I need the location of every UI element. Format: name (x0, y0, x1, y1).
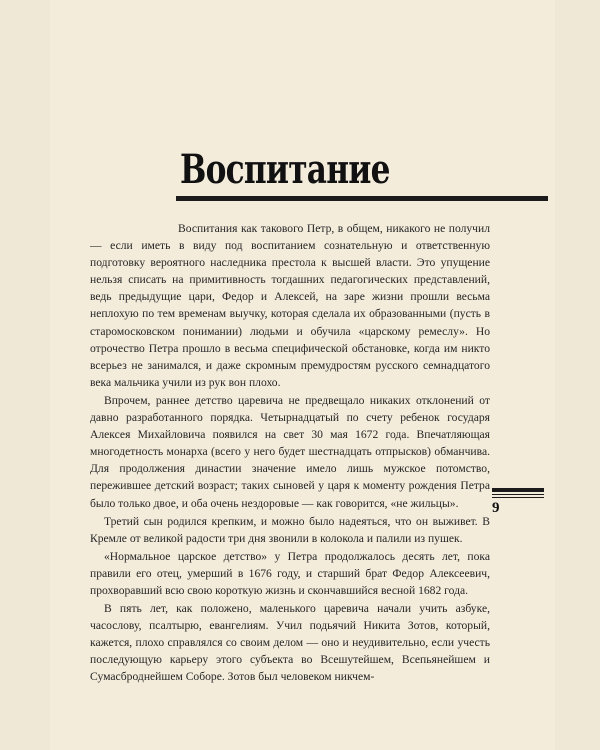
paragraph-3: Третий сын родился крепким, и можно было надеяться, что он выживет. В Кремле от великой радости три дня звонили в колокола и палили из пушек. (90, 514, 490, 545)
paragraph-4: «Нормальное царское детство» у Петра продолжалось десять лет, пока правили его отец, умерший в 1676 году, и старший брат Федор Алексеевич, прохворавший всю свою короткую жизнь и скончавшийся весной 1682 года. (90, 549, 490, 597)
page-number: 9 (492, 500, 500, 516)
paragraph-2: Впрочем, раннее детство царевича не предвещало никаких отклонений от давно разработанного порядка. Четырнадцатый по счету ребенок государя Алексея Михайловича появился на свет 30 мая 1672 года. Впечатляющая многодетность монарха (всего у него будет шестнадцать отпрысков) обманчива. Для продолжения династии значение имело лишь мужское потомство, пережившее детский возраст; таких сыновей у царя к моменту рождения Петра было только двое, и оба очень нездоровые — как говорится, «не жильцы». (90, 393, 490, 510)
title-rule (176, 196, 548, 201)
side-rule-thin-1 (492, 494, 544, 495)
paragraph-1: Воспитания как такового Петр, в общем, никакого не получил — если иметь в виду под воспитанием сознательную и ответственную подготовку вероятного наследника престола к высшей власти. Это упущение нельзя списать на примитивность тогдашних педагогических представлений, ведь предыдущие цари, Федор и Алексей, на заре жизни прошли весьма неплохую по тем временам выучку, которая сделала их образованными (пусть в старомосковском понимании) людьми и обучила «царскому ремеслу». Но отрочество Петра прошло в весьма специфической обстановке, когда им никто всерьез не занимался, и даже скромным премудростям русского семнадцатого века мальчика учили из рук вон плохо. (90, 222, 490, 389)
body-text (90, 220, 490, 686)
side-rule-thick (492, 488, 544, 492)
side-rule-thin-2 (492, 497, 544, 498)
paragraph-5: В пять лет, как положено, маленького царевича начали учить азбуке, часослову, псалтырю, евангелиям. Учил подьячий Никита Зотов, который, кажется, плохо справлялся со своим делом — оно и неудивительно, если учесть последующую карьеру этого субъекта во Всешутейшем, Всепьянейшем и Сумасброднейшем Соборе. Зотов был человеком никчем- (90, 602, 490, 684)
chapter-title: Воспитание (180, 146, 390, 193)
